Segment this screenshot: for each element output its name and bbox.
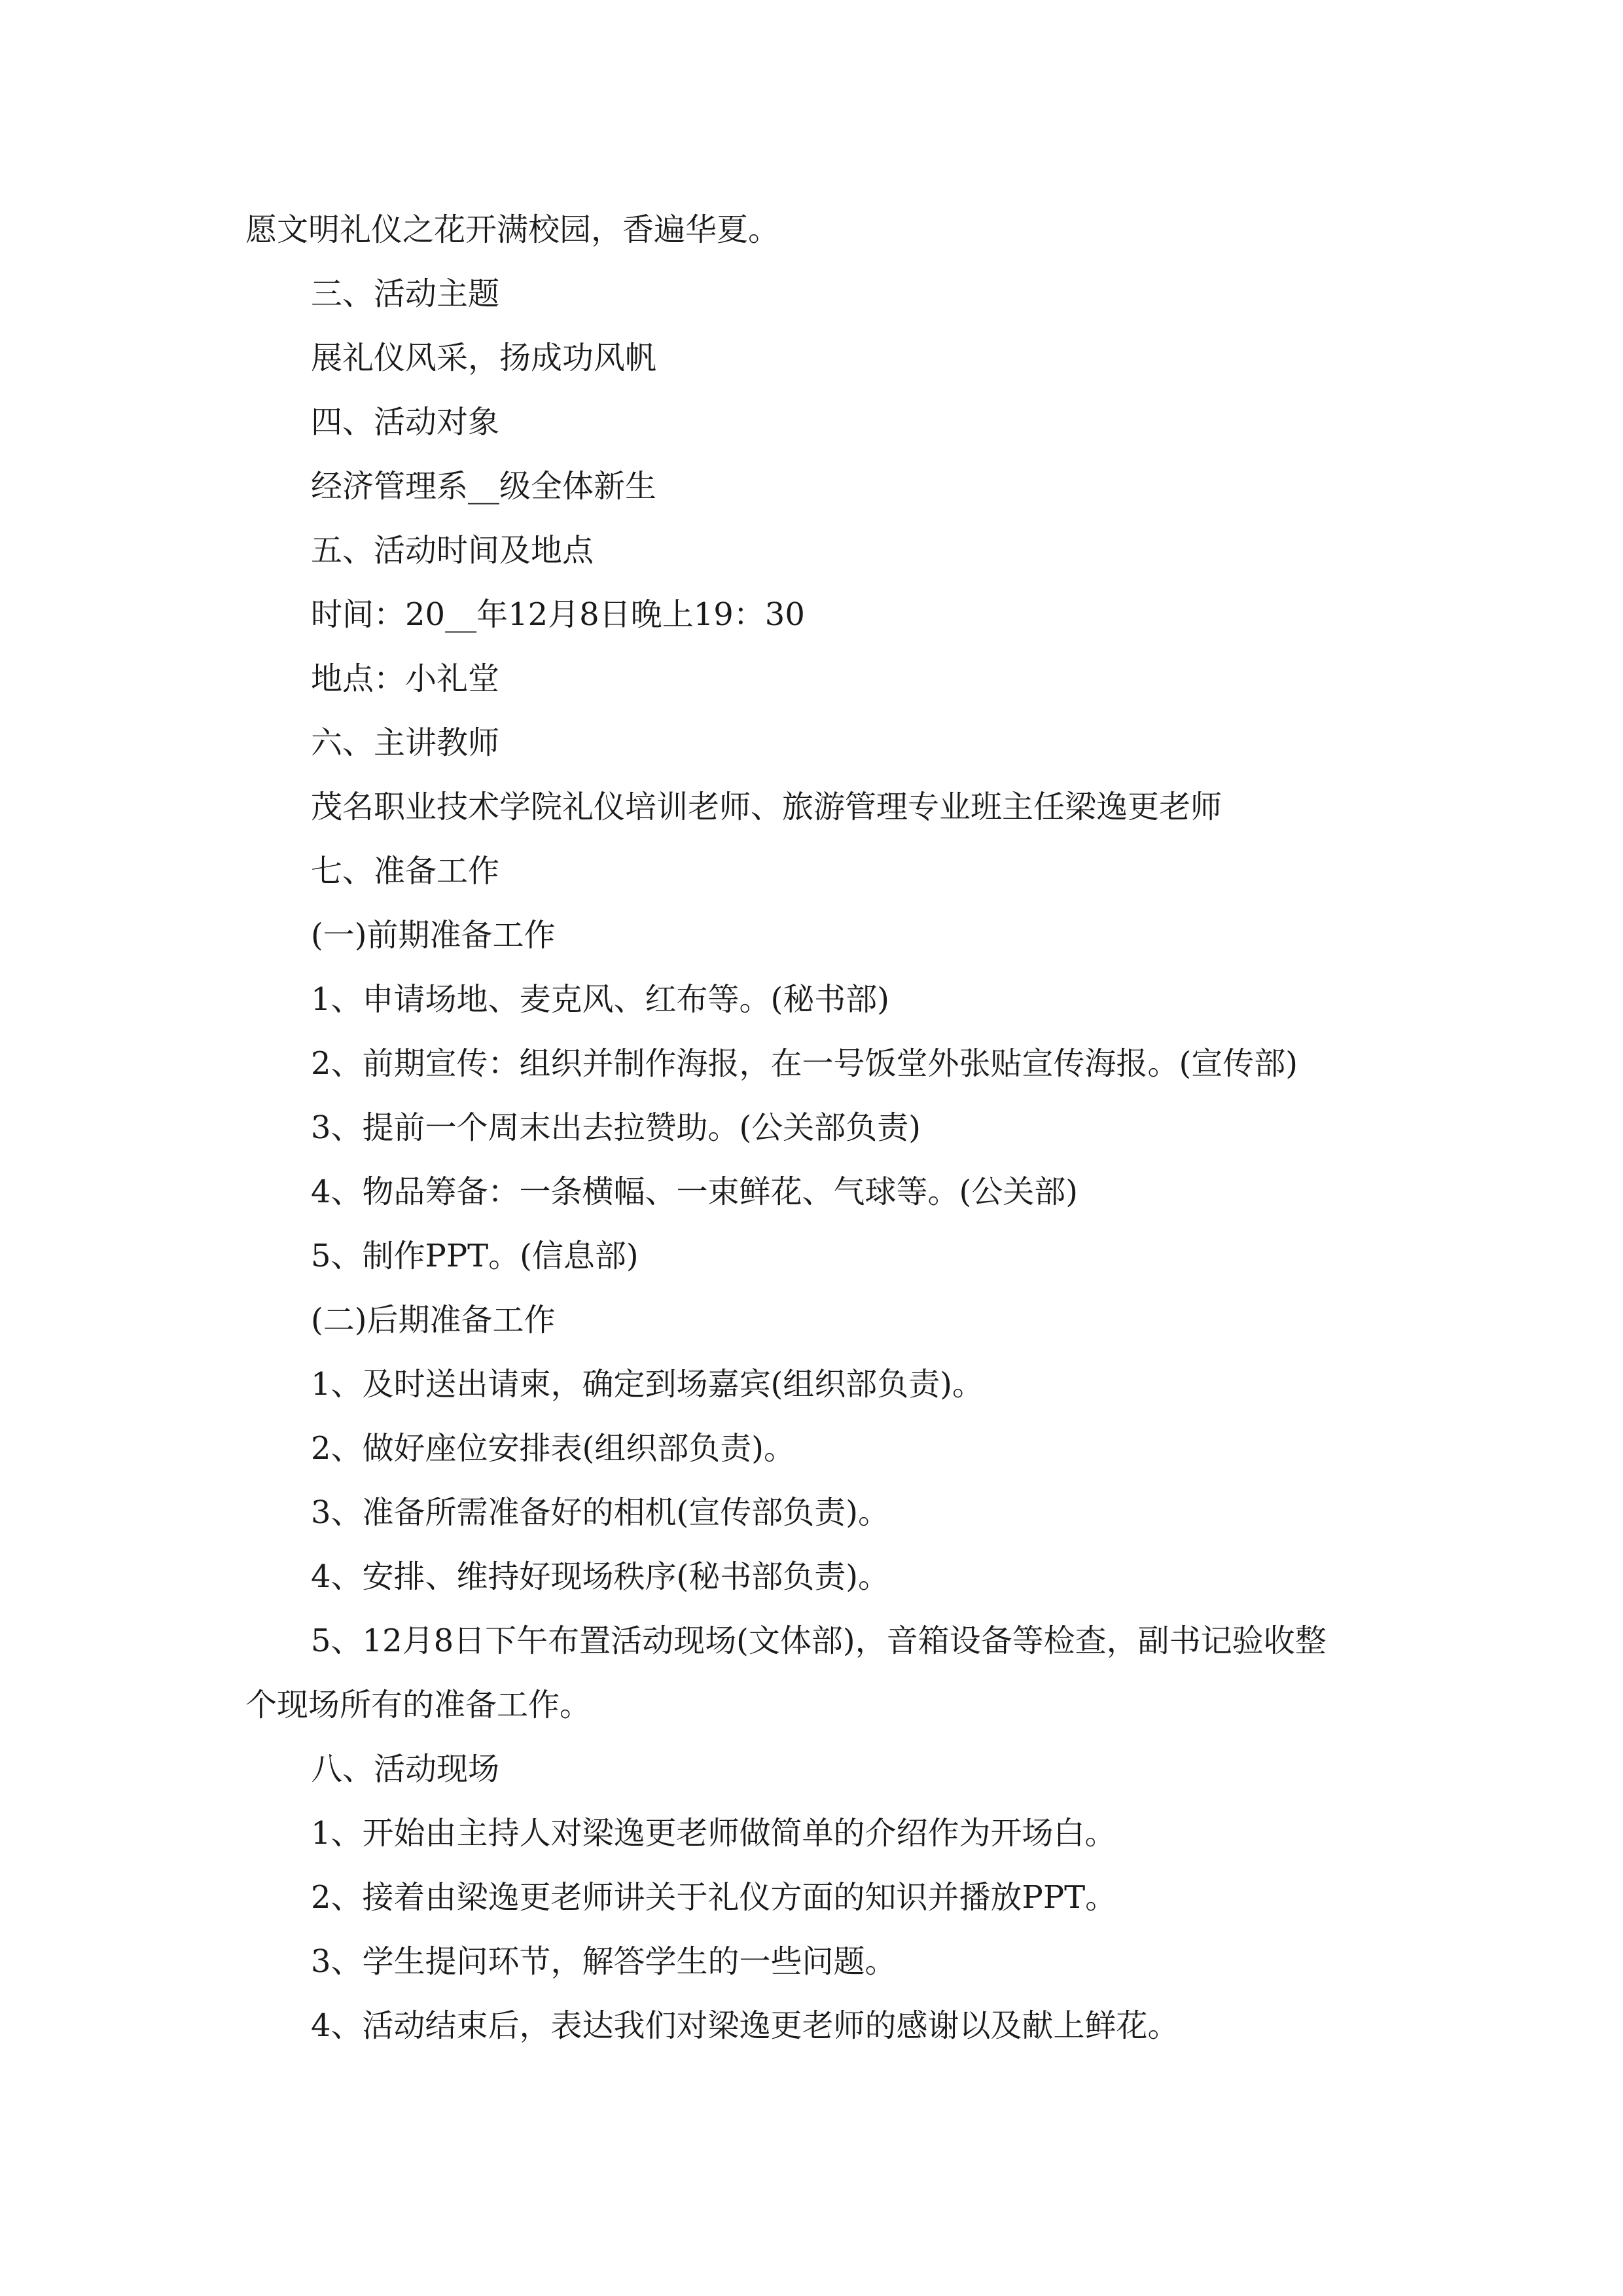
text-line: 5、12月8日下午布置活动现场(文体部)，音箱设备等检查，副书记验收整	[311, 1623, 1327, 1659]
document-body	[245, 198, 1384, 2058]
text-line: 2、接着由梁逸更老师讲关于礼仪方面的知识并播放PPT。	[311, 1879, 1117, 1916]
text-line: 2、做好座位安排表(组织部负责)。	[311, 1430, 795, 1467]
text-line: 1、开始由主持人对梁逸更老师做简单的介绍作为开场白。	[311, 1815, 1116, 1852]
text-line: 3、准备所需准备好的相机(宣传部负责)。	[311, 1494, 889, 1531]
text-line: 时间：20__年12月8日晚上19：30	[311, 596, 805, 633]
text-line: 五、活动时间及地点	[311, 532, 594, 569]
text-line: 4、安排、维持好现场秩序(秘书部负责)。	[311, 1558, 889, 1595]
text-line: 地点：小礼堂	[311, 660, 500, 697]
text-line: (一)前期准备工作	[311, 917, 556, 954]
text-line: 3、学生提问环节，解答学生的一些问题。	[311, 1943, 897, 1980]
text-line: 3、提前一个周末出去拉赞助。(公关部负责)	[311, 1109, 921, 1146]
text-line: 茂名职业技术学院礼仪培训老师、旅游管理专业班主任梁逸更老师	[311, 789, 1222, 825]
text-line: 七、准备工作	[311, 853, 500, 889]
text-line: 展礼仪风采，扬成功风帆	[311, 340, 657, 376]
text-line: 八、活动现场	[311, 1751, 500, 1787]
text-line: 2、前期宣传：组织并制作海报，在一号饭堂外张贴宣传海报。(宣传部)	[311, 1045, 1298, 1082]
text-line: 愿文明礼仪之花开满校园，香遍华夏。	[245, 211, 780, 248]
text-line: 经济管理系__级全体新生	[311, 468, 657, 505]
text-line: 1、及时送出请柬，确定到场嘉宾(组织部负责)。	[311, 1366, 984, 1403]
text-line: 六、主讲教师	[311, 725, 500, 761]
text-line: 4、活动结束后，表达我们对梁逸更老师的感谢以及献上鲜花。	[311, 2007, 1179, 2044]
text-line: 5、制作PPT。(信息部)	[311, 1238, 639, 1274]
text-line: 四、活动对象	[311, 404, 500, 440]
text-line: 1、申请场地、麦克风、红布等。(秘书部)	[311, 981, 889, 1018]
text-line: (二)后期准备工作	[311, 1302, 556, 1338]
text-line: 三、活动主题	[311, 276, 500, 312]
text-line: 个现场所有的准备工作。	[245, 1687, 592, 1723]
text-line: 4、物品筹备：一条横幅、一束鲜花、气球等。(公关部)	[311, 1174, 1078, 1210]
